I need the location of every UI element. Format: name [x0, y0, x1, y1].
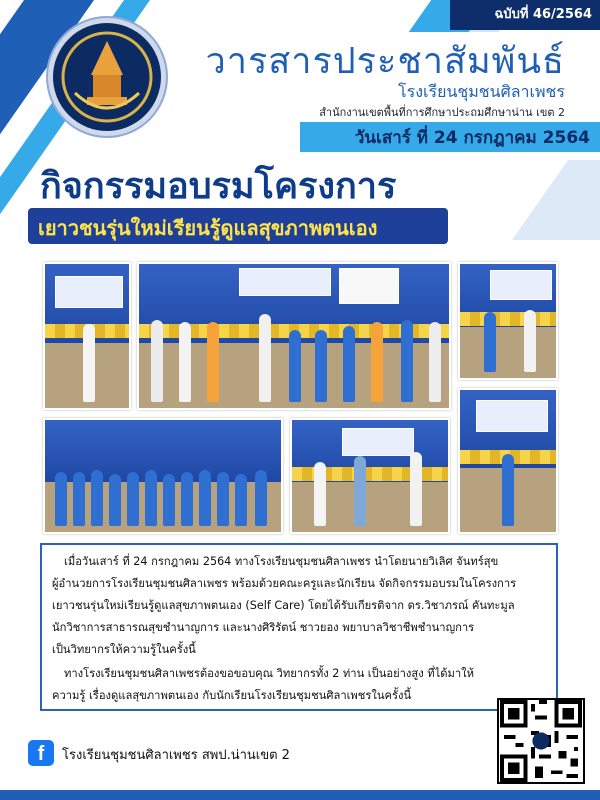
bottom-stripe — [0, 790, 600, 800]
school-logo — [48, 18, 166, 136]
activity-subtitle: เยาวชนรุ่นใหม่เรียนรู้ดูแลสุขภาพตนเอง — [38, 216, 378, 240]
paragraph-1-line-4: นักวิชาการสาธารณสุขชำนาญการ และนางศิริรัตน์ ชาวยอง พยาบาลวิชาชีพชำนาญการ — [52, 621, 475, 634]
facebook-page-label[interactable]: โรงเรียนชุมชนศิลาเพชร สพป.น่านเขต 2 — [62, 748, 290, 763]
photo-group-center — [137, 262, 451, 410]
magazine-title: วารสารประชาสัมพันธ์ — [205, 40, 565, 81]
paragraph-2-line-1: ทางโรงเรียนชุมชนศิลาเพชรต้องขอขอบคุณ วิทยากรทั้ง 2 ท่าน เป็นอย่างสูง ที่ได้มาให้ — [64, 667, 474, 680]
activity-title: กิจกรรมอบรมโครงการ — [40, 165, 397, 206]
photo-speaker-right-top — [458, 262, 558, 380]
office-name: สำนักงานเขตพื้นที่การศึกษาประถมศึกษาน่าน เขต 2 — [319, 106, 565, 119]
paragraph-1-line-5: เป็นวิทยากรให้ความรู้ในครั้งนี้ — [52, 643, 196, 656]
paragraph-1-line-1: เมื่อวันเสาร์ ที่ 24 กรกฎาคม 2564 ทางโรงเรียนชุมชนศิลาเพชร นำโดยนายวิเลิศ จันทร์สุข — [64, 555, 499, 568]
paragraph-2-line-2: ความรู้ เรื่องดูแลสุขภาพตนเอง กับนักเรียนโรงเรียนชุมชนศิลาเพชรในครั้งนี้ — [52, 689, 412, 702]
facebook-icon[interactable]: f — [28, 740, 54, 766]
photo-speaker-left — [43, 262, 131, 410]
issue-number: ฉบับที่ 46/2564 — [450, 0, 600, 30]
school-name: โรงเรียนชุมชนศิลาเพชร — [398, 82, 565, 101]
photo-speaker-right-bottom — [458, 388, 558, 534]
qr-code[interactable] — [497, 698, 585, 784]
photo-certificate — [290, 418, 450, 534]
issue-date: วันเสาร์ ที่ 24 กรกฎาคม 2564 — [354, 128, 590, 148]
decor-stripe — [512, 160, 600, 240]
emblem-icon — [53, 23, 161, 131]
paragraph-1-line-2: ผู้อำนวยการโรงเรียนชุมชนศิลาเพชร พร้อมด้วยคณะครูและนักเรียน จัดกิจกรรมอบรมในโครงการ — [52, 577, 517, 590]
photo-assembly — [43, 418, 283, 534]
article-box — [40, 543, 558, 711]
qr-code-icon — [499, 700, 583, 782]
paragraph-1-line-3: เยาวชนรุ่นใหม่เรียนรู้ดูแลสุขภาพตนเอง (Self Care) โดยได้รับเกียรติจาก ดร.วิชาภรณ์ คันทะมูล — [52, 599, 515, 612]
